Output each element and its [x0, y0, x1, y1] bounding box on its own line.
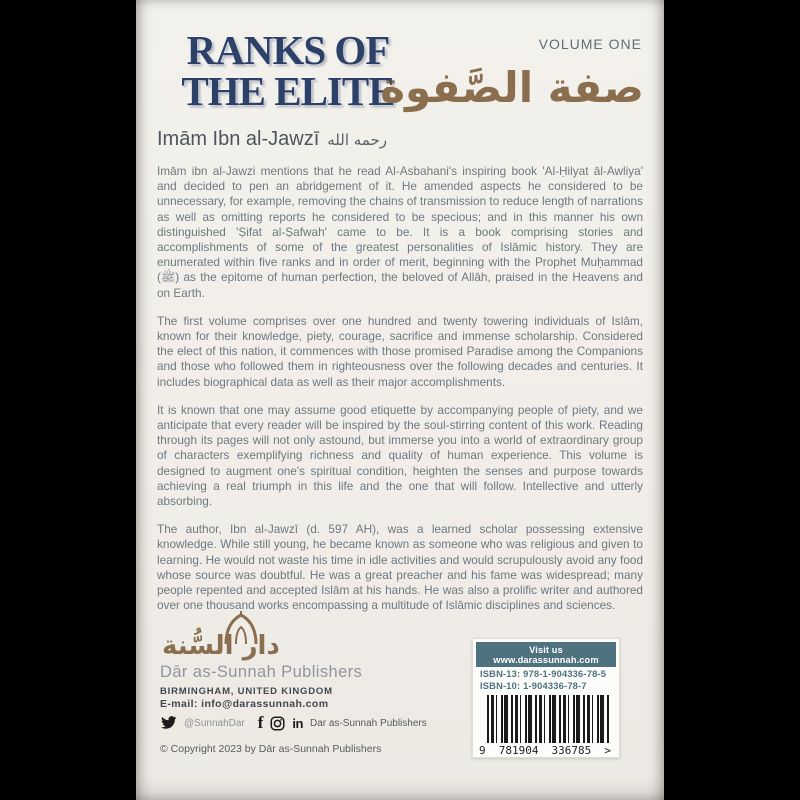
visit-banner: Visit us www.darassunnah.com	[476, 642, 616, 667]
book-title-line1: RANKS OF	[186, 27, 390, 73]
back-cover-blurb	[157, 164, 643, 626]
barcode-group-2: 336785	[551, 744, 592, 757]
linkedin-icon: in	[292, 715, 303, 731]
publisher-location: BIRMINGHAM, UNITED KINGDOM	[160, 686, 333, 697]
twitter-handle: @SunnahDar	[184, 717, 245, 729]
book-title-line2: THE ELITE	[181, 68, 395, 114]
isbn-sticker	[472, 638, 620, 758]
author-name: Imām Ibn al-Jawzī	[157, 128, 320, 150]
publisher-name: Dār as-Sunnah Publishers	[160, 663, 363, 681]
publisher-logo	[162, 615, 292, 665]
barcode-arrow: >	[604, 744, 611, 757]
facebook-icon: f	[257, 713, 264, 732]
blurb-paragraph-1: Imām ibn al-Jawzi mentions that he read Al-Asbahani's inspiring book 'Al-Ḥilyat āl-Awliya' and decided to pen an abridgement of it. He amended aspects he considered to be unnecessary, for example, removing the chains of transmission to reduce length of narrations as well as omitting reports he considered to be specious; and in this manner his own distinguished 'Ṣifat al-Ṣafwah' came to be. It is a book comprising stories and accomplishments of some of the greatest personalities of Islāmic history. They are enumerated within five ranks and in order of merit, beginning with the Prophet Muḥammad (ﷺ) as the epitome of human perfection, the beloved of Allāh, praised in the Heavens and on Earth.	[157, 164, 643, 300]
barcode-group-1: 781904	[498, 744, 539, 757]
social-account-name: Dar as-Sunnah Publishers	[309, 717, 427, 729]
publisher-email: E-mail: info@darassunnah.com	[160, 698, 329, 710]
social-row	[160, 713, 427, 733]
isbn-10: ISBN-10: 1-904336-78-7	[480, 680, 587, 691]
publisher-logo-arabic: دار السُّنة	[162, 631, 280, 661]
barcode-digit-lead: 9	[479, 744, 486, 757]
twitter-icon	[160, 716, 177, 730]
blurb-paragraph-4: The author, Ibn al-Jawzī (d. 597 AH), was a learned scholar possessing extensive knowledge. While still young, he became known as someone who was religious and given to learning. He would not waste his time in idle activities and would scrupulously avoid any food whose source was doubtful. He was a great preacher and his fame was widespread; many people repented and accepted Islām at his hands. He was also a prolific writer and authored over one thousand works encompassing a multitude of Islāmic disciplines and sciences.	[157, 522, 643, 613]
isbn-13: ISBN-13: 978-1-904336-78-5	[480, 669, 607, 679]
author-honorific: رحمه الله	[327, 131, 388, 149]
copyright-line: © Copyright 2023 by Dār as-Sunnah Publishers	[160, 743, 382, 755]
blurb-paragraph-2: The first volume comprises over one hundred and twenty towering individuals of Islām, known for their knowledge, piety, courage, sacrifice and immense scholarship. Considered the elect of this nation, it commences with those promised Paradise among the Companions and those who followed them in righteousness over the following decades and centuries. It includes biographical data as well as their major accomplishments.	[157, 313, 643, 389]
book-back-cover	[136, 0, 664, 800]
book-title-arabic: صفة الصَّفوة	[380, 63, 644, 112]
blurb-paragraph-3: It is known that one may assume good etiquette by accompanying people of piety, and we anticipate that every reader will be inspired by the soul-stirring content of this work. Reading through its pages will not only astound, but immerse you into a world of extraordinary group of characters exemplifying richness and quality of human experience. This volume is designed to augment one's spiritual condition, heighten the senses and purpose towards achieving a real triumph in this life and the one that will follow. Intellective and utterly absorbing.	[157, 402, 643, 509]
instagram-icon	[270, 716, 285, 731]
barcode-digits	[473, 743, 619, 757]
barcode	[487, 695, 609, 743]
author-line	[157, 128, 387, 151]
volume-label: VOLUME ONE	[538, 36, 642, 52]
